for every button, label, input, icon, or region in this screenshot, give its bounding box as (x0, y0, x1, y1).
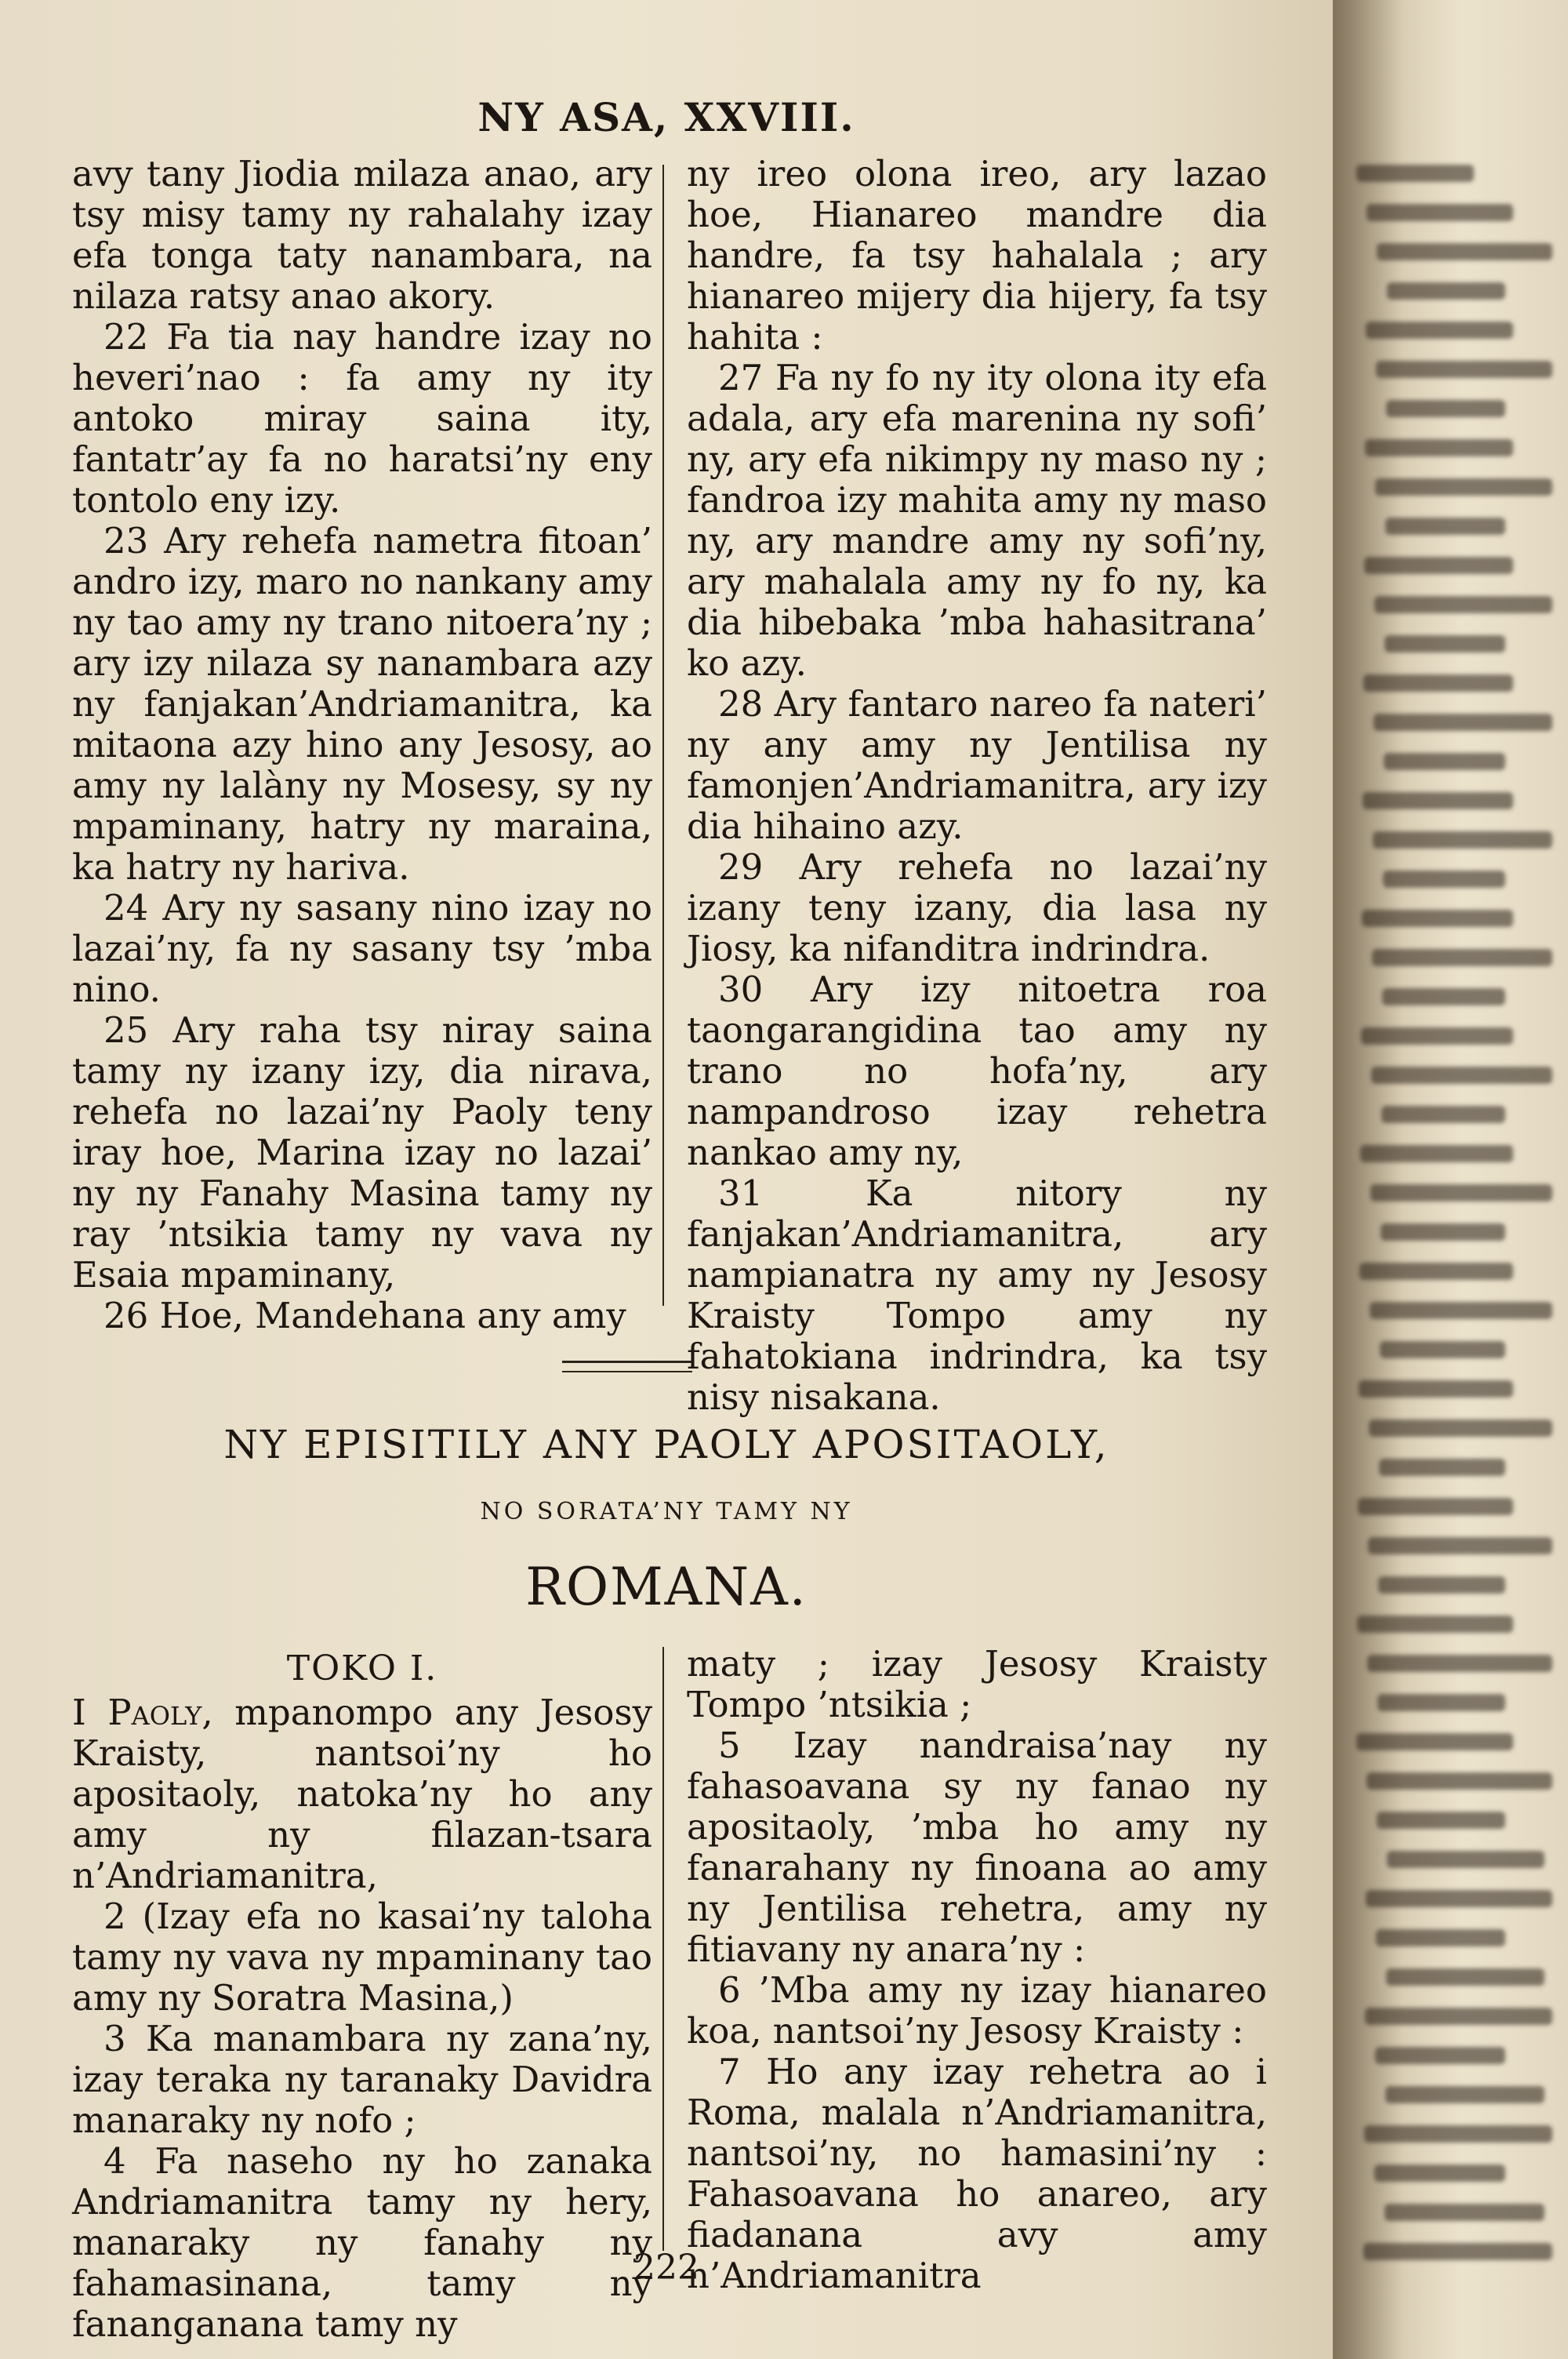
verse-paragraph: 29 Ary rehefa no lazai’ny izany teny izany, dia lasa ny Jiosy, ka nifanditra indrindra. (687, 846, 1267, 969)
blurred-text-line (1359, 1263, 1513, 1280)
verse-paragraph: 26 Hoe, Mandehana any amy (103, 1295, 626, 1336)
blurred-text-line (1363, 674, 1513, 692)
upper-left-column (72, 154, 652, 1336)
verse-paragraph: 25 Ary raha tsy niray saina tamy ny izany izy, dia nirava, rehefa no lazai’ny Paoly teny iray hoe, Marina izay no lazai’ ny ny Fanahy Masina tamy ny ray ’ntsikia tamy ny vava ny Esaia mpaminany, (72, 1009, 652, 1296)
blurred-text-line (1359, 1380, 1513, 1398)
page-number: 222 (633, 2248, 699, 2288)
blurred-text-line (1374, 596, 1552, 613)
blurred-text-line (1375, 2047, 1505, 2064)
verse-paragraph: ny ireo olona ireo, ary lazao hoe, Hianareo mandre dia handre, fa tsy hahalala ; ary hianareo mijery dia hijery, fa tsy hahita : (687, 153, 1267, 358)
blurred-text-line (1358, 1498, 1513, 1515)
blurred-text-line (1380, 1341, 1505, 1358)
blurred-text-line (1385, 518, 1505, 535)
blurred-text-line (1383, 871, 1505, 888)
blurred-text-line (1377, 243, 1552, 260)
lower-left-column (72, 1648, 652, 2345)
opening-text: mpanompo any Jesosy Kraisty, nantsoi’ny ho apositaoly, natoka’ny ho any amy ny filazan-tsara n’Andriamanitra, (72, 1692, 652, 1896)
column-rule-upper (662, 165, 664, 1306)
verse-paragraph: 3 Ka manambara ny zana’ny, izay teraka ny taranaky Davidra manaraky ny nofo ; (72, 2018, 652, 2141)
verse-paragraph: maty ; izay Jesosy Kraisty Tompo ’ntsikia ; (687, 1643, 1267, 1725)
blurred-text-line (1384, 753, 1505, 770)
blurred-text-line (1363, 2243, 1552, 2260)
blurred-text-line (1363, 792, 1513, 809)
gutter-shadow (1333, 0, 1568, 2359)
blurred-text-line (1372, 949, 1552, 966)
blurred-text-line (1370, 1302, 1552, 1319)
verse-paragraph: 27 Fa ny fo ny ity olona ity efa adala, ary efa marenina ny sofi’ ny, ary efa nikimpy ny maso ny ; fandroa izy mahita amy ny maso ny, ary mandre amy ny sofi’ny, ary mahalala amy ny fo ny, ka dia hibebaka ’mba hahasitrana’ ko azy. (687, 357, 1267, 684)
blurred-text-line (1357, 1616, 1513, 1633)
blurred-text-line (1366, 322, 1513, 339)
blurred-text-line (1368, 1537, 1552, 1554)
blurred-text-line (1369, 1419, 1552, 1437)
blurred-text-line (1356, 165, 1474, 182)
verse-paragraph: 5 Izay nandraisa’nay ny fahasoavana sy ny fanao ny apositaoly, ’mba ho amy ny fanarahany ny finoana ao amy ny Jentilisa rehetra, amy ny fitiavany ny anara’ny : (687, 1725, 1267, 1970)
verse-paragraph: 22 Fa tia nay handre izay no heveri’nao : fa amy ny ity antoko miray saina ity, fantatr’ay fa no haratsi’ny eny tontolo eny izy. (72, 316, 652, 521)
blurred-text-line (1370, 1184, 1552, 1201)
blurred-text-line (1367, 204, 1513, 221)
running-head: NY ASA, XXVIII. (477, 94, 855, 140)
blurred-text-line (1386, 400, 1505, 417)
blurred-text-line (1371, 1067, 1552, 1084)
blurred-text-line (1365, 439, 1513, 456)
section-divider (562, 1361, 692, 1372)
blurred-text-line (1364, 2125, 1552, 2143)
blurred-text-line (1367, 1772, 1552, 1790)
blurred-text-line (1365, 2008, 1552, 2025)
blurred-text-line (1374, 714, 1552, 731)
facing-page-edge (1333, 0, 1568, 2359)
blurred-text-line (1367, 1655, 1552, 1672)
verse-paragraph: 30 Ary izy nitoetra roa taongarangidina tao amy ny trano no hofa’ny, ary nampandroso izay rehetra nankao amy ny, (687, 969, 1267, 1173)
blurred-text-line (1387, 1851, 1544, 1868)
opening-word: I Paoly, (72, 1692, 213, 1733)
verse-paragraph: 23 Ary rehefa nametra fitoan’ andro izy, maro no nankany amy ny tao amy ny trano nitoera’ny ; ary izy nilaza sy nanambara azy ny fanjakan’Andriamanitra, ka mitaona azy hino any Jesosy, ao amy ny lalàny ny Mosesy, sy ny mpaminany, hatry ny maraina, ka hatry ny hariva. (72, 520, 652, 888)
verse-paragraph (72, 1692, 652, 1896)
blurred-text-line (1385, 2086, 1544, 2103)
verse-paragraph: 2 (Izay efa no kasai’ny taloha tamy ny vava ny mpaminany tao amy ny Soratra Masina,) (72, 1896, 652, 2019)
blurred-text-line (1381, 1223, 1505, 1241)
blurred-text-line (1381, 1106, 1505, 1123)
blurred-text-line (1386, 1968, 1544, 1986)
blurred-text-line (1377, 1694, 1505, 1711)
blurred-text-line (1385, 2204, 1544, 2221)
blurred-text-line (1361, 1027, 1513, 1045)
blurred-text-line (1356, 1733, 1513, 1750)
verse-paragraph: avy tany Jiodia milaza anao, ary tsy misy tamy ny rahalahy izay efa tonga taty nanambara, na nilaza ratsy anao akory. (72, 153, 652, 317)
verse-paragraph: 4 Fa naseho ny ho zanaka Andriamanitra tamy ny hery, manaraky ny fanahy ny fahamasinana, tamy ny fananganana tamy ny (72, 2140, 652, 2345)
blurred-text-line (1376, 361, 1552, 378)
blurred-text-line (1382, 988, 1505, 1005)
blurred-text-line (1373, 831, 1552, 849)
verse-paragraph: 31 Ka nitory ny fanjakan’Andriamanitra, ary nampianatra ny amy ny Jesosy Kraisty Tompo amy ny fahatokiana indrindra, ka tsy nisy nisakana. (687, 1172, 1267, 1418)
blurred-text-line (1387, 282, 1505, 300)
blurred-text-line (1374, 2165, 1505, 2182)
upper-right-column (687, 154, 1267, 1418)
epistle-title: NY EPISITILY ANY PAOLY APOSITAOLY, (223, 1422, 1109, 1467)
blurred-text-line (1385, 635, 1505, 652)
verse-paragraph: 24 Ary ny sasany nino izay no lazai’ny, fa ny sasany tsy ’mba nino. (72, 887, 652, 1010)
blurred-text-line (1362, 910, 1513, 927)
blurred-text-line (1378, 1576, 1505, 1594)
lower-right-column (687, 1644, 1267, 2296)
chapter-heading: TOKO I. (286, 1648, 438, 1688)
blurred-text-line (1379, 1459, 1505, 1476)
epistle-subtitle: NO SORATA’NY TAMY NY (480, 1498, 853, 1525)
verse-paragraph: 6 ’Mba amy ny izay hianareo koa, nantsoi’ny Jesosy Kraisty : (687, 1969, 1267, 2052)
verse-paragraph: 7 Ho any izay rehetra ao i Roma, malala n’Andriamanitra, nantsoi’ny, no hamasini’ny : Fahasoavana ho anareo, ary fiadanana avy amy n’Andriamanitra (687, 2051, 1267, 2296)
blurred-text-line (1360, 1145, 1513, 1162)
blurred-text-line (1376, 1929, 1505, 1946)
column-rule-lower (662, 1647, 664, 2251)
epistle-name: ROMANA. (525, 1557, 808, 1617)
blurred-text-line (1375, 478, 1552, 496)
blurred-text-line (1364, 557, 1513, 574)
verse-paragraph: 28 Ary fantaro nareo fa nateri’ ny any amy ny Jentilisa ny famonjen’Andriamanitra, ary izy dia hihaino azy. (687, 683, 1267, 847)
blurred-text-line (1377, 1812, 1505, 1829)
blurred-text-line (1366, 1890, 1552, 1907)
